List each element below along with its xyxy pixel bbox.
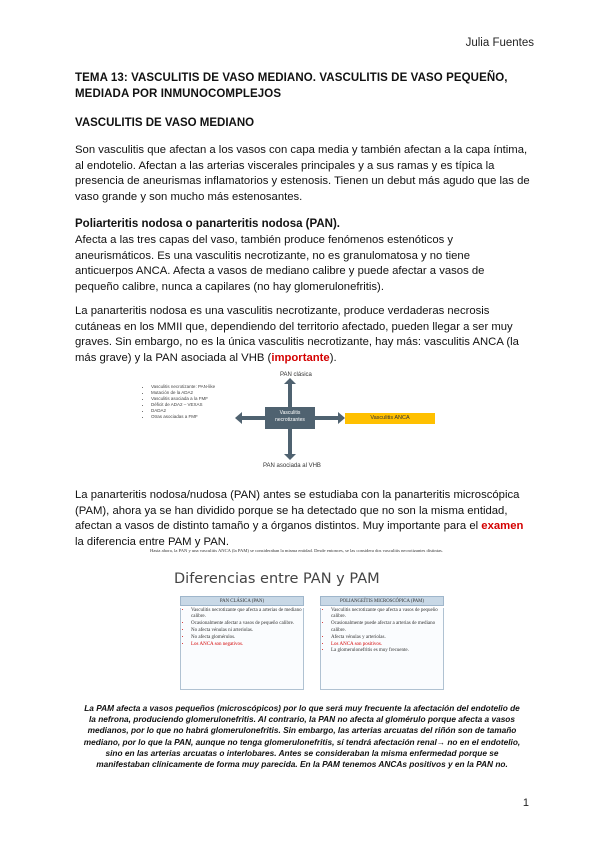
pan-heading: Poliarteritis nodosa o panarteritis nodosa (PAN). [75, 218, 340, 230]
arrow-left [241, 416, 265, 420]
text-run: La panarteritis nodosa es una vasculitis necrotizante, produce verdaderas necrosis cutáneas en los MMII que, dependiendo del territorio afectado, pueden llegar a ser muy graves. Sin embargo, no es la única vasculitis necrotizante, hay más: vasculitis ANCA (la más grave) y la PAN asociada al VHB ( [75, 305, 519, 364]
pan-column [180, 596, 304, 688]
pan-paragraph-1: Afecta a las tres capas del vaso, también produce fenómenos estenóticos y aneurismáticos. Es una vasculitis necrotizante, no es granulomatosa y no tiene anticuerpos ANCA. Afecta a vasos de mediano calibre y puede afectar a vasos de pequeño calibre, nunca a capilares (no hay glomerulonefritis). [75, 234, 485, 293]
diagram-right-box: Vasculitis ANCA [345, 413, 435, 424]
section-heading: VASCULITIS DE VASO MEDIANO [75, 117, 255, 129]
list-item: • Los ANCA son negativos. [191, 642, 303, 648]
arrow-down-head [284, 454, 296, 460]
list-item: • La glomerulonefritis es muy frecuente. [331, 648, 443, 654]
text-run: la diferencia entre PAM y PAN. [75, 535, 230, 548]
vasculitis-diagram [145, 368, 445, 468]
list-item: • Vasculitis necrotizante que afecta a arterias de mediano calibre. [191, 608, 303, 621]
list-item: • No afecta vénulas ni arteriolas. [191, 628, 303, 634]
arrow-up [288, 382, 292, 407]
arrow-down [288, 429, 292, 455]
list-item: • Ocasionalmente puede afectar a arterias de mediano calibre. [331, 621, 443, 634]
diagram-left-item: • Mutación de la ADA2 [151, 390, 215, 396]
slide-caption: Hasta ahora, la PAN y una vasculitis ANCA (la PAM) se consideraban la misma entidad. Desde entonces, se las considera dos vasculitis necrotizantes distintas. [150, 548, 443, 553]
highlight-examen: examen [481, 520, 524, 533]
pam-column [320, 596, 444, 688]
diagram-top-label: PAN clásica [280, 372, 312, 378]
diagram-left-item: • Déficit de ADA2 – VEXAS [151, 402, 215, 408]
arrow-up-head [284, 378, 296, 384]
diagram-left-item: • Vasculitis asociada a la FMF [151, 396, 215, 402]
figure-caption: La PAM afecta a vasos pequeños (microscópicos) por lo que será muy frecuente la afectación del endotelio de la nefrona, produciendo glomerulonefritis. Al contrario, la PAN no afecta al glomérulo porque afecta a vasos medianos, por lo que no habrá glomerulonefritis. Sin embargo, las arterias arcuatas del riñón son de tamaño mediano, por lo que la PAN, aunque no tenga glomerulonefritis, sí tendrá afectación renal→ no en el endotelio, sino en las arterias arcuatas o interlobares. Antes se consideraban la misma enfermedad porque se manifestaban clínicamente de forma muy parecida. En la PAM tenemos ANCAs positivos y en la PAN no. [83, 703, 521, 770]
text-run: La panarteritis nodosa/nudosa (PAN) antes se estudiaba con la panarteritis microscópica (PAM), ahora ya se han dividido porque se ha detectado que no son la misma entidad, afectan a vasos de distinto tamaño y a órganos distintos. Muy importante para el [75, 489, 520, 533]
pam-column-body [320, 608, 444, 690]
diagram-center-box: Vasculitis necrotizantes [265, 407, 315, 429]
arrow-right-head [338, 412, 345, 424]
intro-paragraph: Son vasculitis que afectan a los vasos con capa media y también afectan a la capa íntima, al endotelio. Afectan a las arterias viscerales principales y a sus ramas y es típica la presencia de aneurismas inflamatorios y estenosis. Tienen un debut más agudo que las de vaso grande y son mucho más estenosantes. [75, 144, 530, 203]
diagram-left-item: • DADA2 [151, 408, 215, 414]
pam-column-header: POLIANGEÍTIS MICROSCÓPICA (PAM) [320, 596, 444, 606]
diagram-left-item: • Otras asociadas a FMF [151, 414, 215, 420]
list-item: • Afecta vénulas y arteriolas. [331, 635, 443, 641]
diagram-bottom-label: PAN asociada al VHB [263, 463, 321, 469]
pan-paragraph-2 [75, 304, 530, 366]
author-name: Julia Fuentes [465, 37, 534, 49]
comparison-slide [150, 548, 452, 688]
slide-title: Diferencias entre PAN y PAM [174, 571, 380, 587]
document-title: TEMA 13: VASCULITIS DE VASO MEDIANO. VASCULITIS DE VASO PEQUEÑO, MEDIADA POR INMUNOCOMPLEJOS [75, 72, 508, 100]
page-number: 1 [522, 797, 529, 809]
list-item: • Los ANCA son positivos. [331, 642, 443, 648]
list-item: • Ocasionalmente afectar a vasos de pequeño calibre. [191, 621, 303, 627]
diagram-left-item: • Vasculitis necrotizante: PAN-like [151, 384, 215, 390]
diagram-left-list [145, 384, 215, 420]
highlight-importante: importante [271, 351, 330, 364]
list-item: • No afecta glomérulos. [191, 635, 303, 641]
arrow-left-head [235, 412, 242, 424]
pan-column-body [180, 608, 304, 690]
arrow-right [315, 416, 339, 420]
pan-paragraph-3 [75, 488, 530, 550]
pan-column-header: PAN CLÁSICA (PAN) [180, 596, 304, 606]
list-item: • Vasculitis necrotizante que afecta a vasos de pequeño calibre. [331, 608, 443, 621]
text-run: ). [329, 351, 337, 364]
